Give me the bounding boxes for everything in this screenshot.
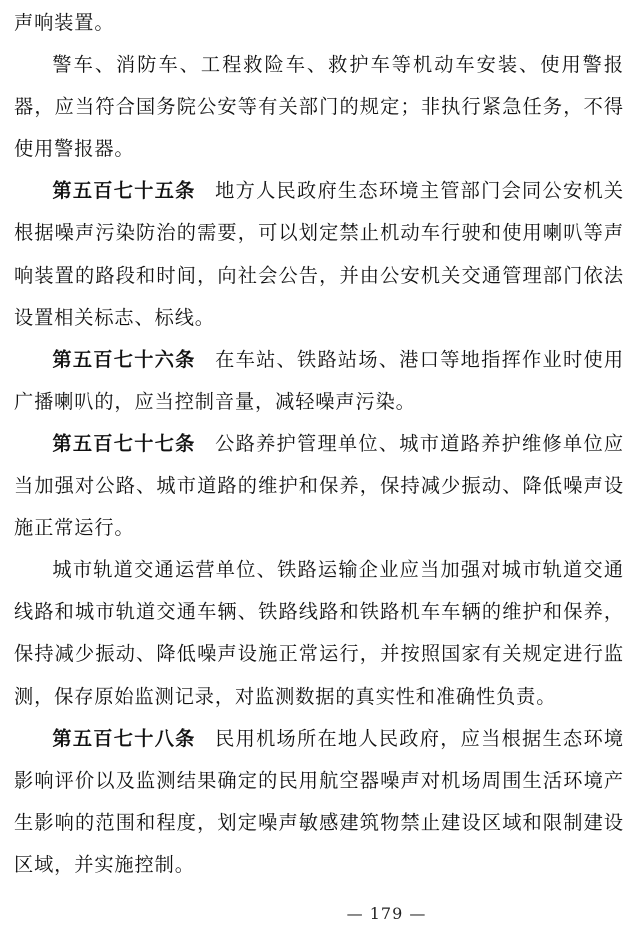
article-number: 第五百七十八条	[52, 726, 196, 750]
article-text: 在车站、铁路站场、港口等地指挥作业时使用广播喇叭的，应当控制音量，减轻噪声污染。	[14, 347, 624, 413]
paragraph-text: 声响装置。	[14, 11, 115, 34]
page-number: — 179 —	[346, 904, 427, 923]
article-text: 地方人民政府生态环境主管部门会同公安机关根据噪声污染防治的需要，可以划定禁止机动车行驶和使用喇叭等声响装置的路段和时间，向社会公告，并由公安机关交通管理部门依法设置相关标志、标线。	[14, 179, 624, 329]
article-text: 民用机场所在地人民政府，应当根据生态环境影响评价以及监测结果确定的民用航空器噪声对机场周围生活环境产生影响的范围和程度，划定噪声敏感建筑物禁止建设区域和限制建设区域，并实施控制。	[14, 726, 624, 876]
article-575	[14, 170, 624, 338]
article-number: 第五百七十五条	[52, 179, 196, 203]
document-page	[14, 2, 624, 886]
article-text: 公路养护管理单位、城市道路养护维修单位应当加强对公路、城市道路的维护和保养，保持减少振动、降低噪声设施正常运行。	[14, 431, 624, 540]
paragraph-text: 警车、消防车、工程救险车、救护车等机动车安装、使用警报器，应当符合国务院公安等有关部门的规定；非执行紧急任务，不得使用警报器。	[14, 53, 624, 161]
paragraph-continuation	[14, 2, 624, 44]
article-578	[14, 718, 624, 886]
article-number: 第五百七十六条	[52, 347, 196, 371]
paragraph-text: 城市轨道交通运营单位、铁路运输企业应当加强对城市轨道交通线路和城市轨道交通车辆、铁路线路和铁路机车车辆的维护和保养，保持减少振动、降低噪声设施正常运行，并按照国家有关规定进行监测，保存原始监测记录，对监测数据的真实性和准确性负责。	[14, 558, 624, 708]
article-number: 第五百七十七条	[52, 431, 196, 455]
paragraph-rail-transit-maintenance	[14, 549, 624, 717]
article-577	[14, 423, 624, 549]
paragraph-police-alarm-rules	[14, 44, 624, 170]
article-576	[14, 339, 624, 423]
